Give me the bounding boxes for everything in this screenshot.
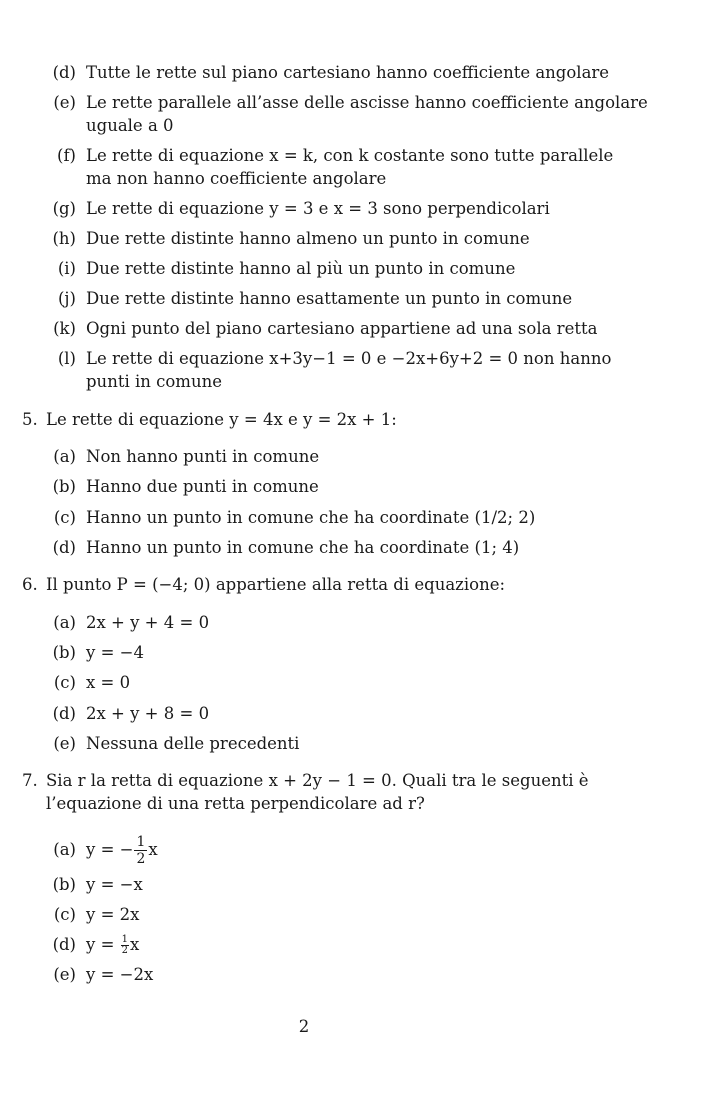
question-text-7-line1: Sia r la retta di equazione x + 2y − 1 = 0. Quali tra le seguenti è xyxy=(46,771,589,790)
question-text-6: Il punto P = (−4; 0) appartiene alla retta di equazione: xyxy=(46,575,506,594)
q6-option-label-c: (c) xyxy=(53,673,76,692)
q6-option-e: Nessuna delle precedenti xyxy=(86,734,300,753)
question-number-7: 7. xyxy=(22,771,38,790)
q5-option-label-b: (b) xyxy=(52,477,76,496)
fraction-denominator: 2 xyxy=(136,851,146,867)
q7-option-label-c: (c) xyxy=(53,905,76,924)
item-label-j: (j) xyxy=(58,289,76,308)
q7-option-c: y = 2x xyxy=(86,905,140,924)
item-label-h: (h) xyxy=(52,229,76,248)
q6-option-a: 2x + y + 4 = 0 xyxy=(86,613,210,632)
q6-option-c: x = 0 xyxy=(86,673,131,692)
q7-option-a-post: x xyxy=(148,840,158,859)
q6-option-label-a: (a) xyxy=(53,613,76,632)
item-text-d: Tutte le rette sul piano cartesiano hanno coefficiente angolare xyxy=(86,63,610,82)
q7-option-label-a: (a) xyxy=(53,840,76,859)
item-text-f-line2: ma non hanno coefficiente angolare xyxy=(86,169,387,188)
item-label-e: (e) xyxy=(53,93,76,112)
q7-option-d-post: x xyxy=(130,935,140,954)
item-text-e-line2: uguale a 0 xyxy=(86,116,174,135)
item-label-k: (k) xyxy=(53,319,76,338)
item-label-f: (f) xyxy=(57,146,76,165)
q7-option-label-d: (d) xyxy=(52,935,76,954)
q7-option-a-pre: y = − xyxy=(86,840,134,859)
item-text-f-line1: Le rette di equazione x = k, con k costante sono tutte parallele xyxy=(86,146,614,165)
item-text-i: Due rette distinte hanno al più un punto in comune xyxy=(86,259,516,278)
item-text-l-line2: punti in comune xyxy=(86,372,222,391)
question-number-5: 5. xyxy=(22,410,38,429)
item-text-l-line1: Le rette di equazione x+3y−1 = 0 e −2x+6y+2 = 0 non hanno xyxy=(86,349,612,368)
q5-option-label-c: (c) xyxy=(53,508,76,527)
q5-option-c: Hanno un punto in comune che ha coordinate (1/2; 2) xyxy=(86,508,536,527)
q6-option-label-d: (d) xyxy=(52,704,76,723)
q7-option-a xyxy=(86,826,158,874)
q6-option-label-b: (b) xyxy=(52,643,76,662)
question-text-5: Le rette di equazione y = 4x e y = 2x + 1: xyxy=(46,410,397,429)
q5-option-b: Hanno due punti in comune xyxy=(86,477,319,496)
fraction-numerator: 1 xyxy=(136,834,146,850)
fraction-denominator: 2 xyxy=(121,945,129,956)
fraction-one-half xyxy=(134,834,147,867)
q7-option-e: y = −2x xyxy=(86,965,154,984)
item-text-h: Due rette distinte hanno almeno un punto in comune xyxy=(86,229,530,248)
item-text-k: Ogni punto del piano cartesiano appartiene ad una sola retta xyxy=(86,319,598,338)
q5-option-label-a: (a) xyxy=(53,447,76,466)
item-label-l: (l) xyxy=(57,349,76,368)
q5-option-d: Hanno un punto in comune che ha coordinate (1; 4) xyxy=(86,538,520,557)
question-text-7-line2: l’equazione di una retta perpendicolare ad r? xyxy=(46,794,425,813)
item-label-d: (d) xyxy=(52,63,76,82)
q7-option-label-b: (b) xyxy=(52,875,76,894)
q5-option-label-d: (d) xyxy=(52,538,76,557)
q7-option-label-e: (e) xyxy=(53,965,76,984)
q6-option-d: 2x + y + 8 = 0 xyxy=(86,704,210,723)
q7-option-d-pre: y = xyxy=(86,935,120,954)
fraction-one-half-small xyxy=(121,935,129,956)
page-number: 2 xyxy=(298,1017,310,1036)
fraction-numerator: 1 xyxy=(121,934,129,945)
item-text-g: Le rette di equazione y = 3 e x = 3 sono perpendicolari xyxy=(86,199,550,218)
item-text-j: Due rette distinte hanno esattamente un punto in comune xyxy=(86,289,573,308)
q6-option-b: y = −4 xyxy=(86,643,144,662)
question-number-6: 6. xyxy=(22,575,38,594)
q6-option-label-e: (e) xyxy=(53,734,76,753)
item-label-i: (i) xyxy=(57,259,76,278)
q7-option-d xyxy=(86,934,139,956)
item-text-e-line1: Le rette parallele all’asse delle ascisse hanno coefficiente angolare xyxy=(86,93,648,112)
q7-option-b: y = −x xyxy=(86,875,143,894)
q5-option-a: Non hanno punti in comune xyxy=(86,447,320,466)
item-label-g: (g) xyxy=(52,199,76,218)
